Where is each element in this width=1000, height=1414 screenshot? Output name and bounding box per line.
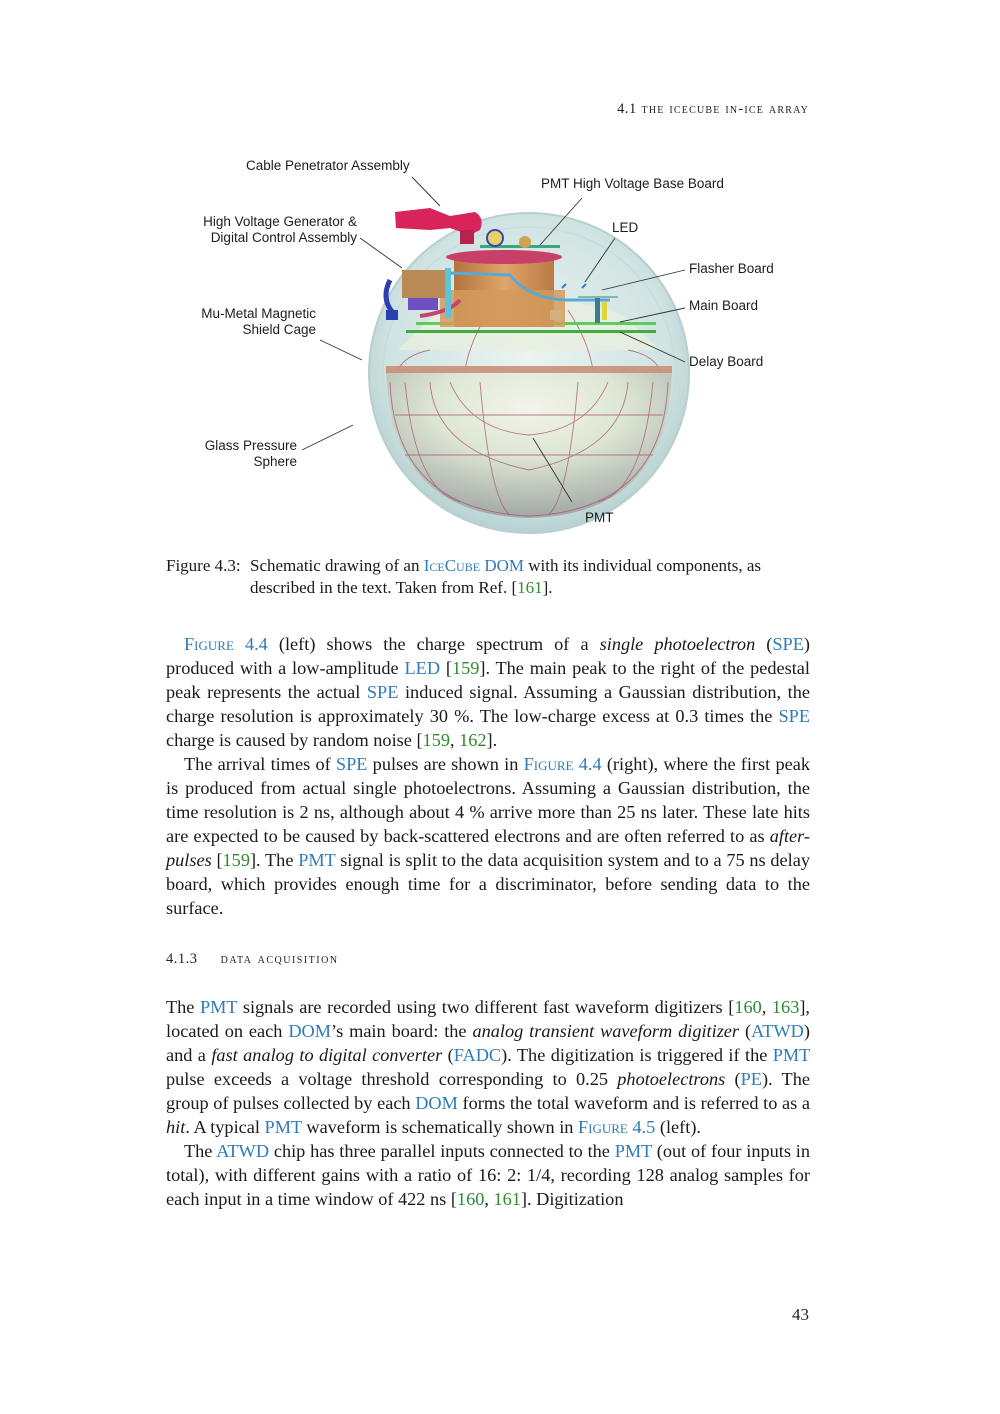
figure-dom-schematic [190,150,810,535]
label-glass-sphere-line1: Glass Pressure [204,438,297,453]
citation-link[interactable]: 161 [493,1189,521,1209]
acronym-link-spe[interactable]: SPE [772,634,804,654]
acronym-link-fadc[interactable]: FADC [453,1045,502,1065]
label-mu-metal-line2: Shield Cage [242,322,316,337]
label-hv-generator-line1: High Voltage Generator & [203,214,357,229]
acronym-link-icecube[interactable]: IceCube [423,556,481,575]
label-hv-generator [199,214,357,246]
acronym-link-atwd[interactable]: ATWD [216,1141,270,1161]
citation-link[interactable]: 160 [734,997,762,1017]
caption-text: Schematic drawing of an IceCube DOM with its individual components, as described in the text. Taken from Ref. [161]. [250,556,762,597]
citation-link[interactable]: 160 [456,1189,485,1209]
section-title: data acquisition [220,951,339,967]
citation-link[interactable]: 159 [451,658,480,678]
citation-link[interactable]: 159 [422,730,450,750]
running-head [617,101,809,118]
body-text-block-1 [166,632,810,920]
flasher-board [578,296,618,298]
paragraph-4: The ATWD chip has three parallel inputs connected to the PMT (out of four inputs in total), with different gains with a ratio of 16: 2: 1/4, recording 128 analog samples for each input in a time window of 422 ns [160, 161]. Digitization [166,1141,811,1209]
label-mu-metal-cage [199,306,316,338]
label-glass-pressure-sphere [202,438,297,470]
acronym-link-spe[interactable]: SPE [778,706,810,726]
citation-link[interactable]: 159 [222,850,250,870]
figure-link[interactable]: Figure 4.4 [184,634,268,654]
body-text-block-2 [166,995,810,1211]
page-number: 43 [792,1305,809,1324]
running-head-title: the icecube in-ice array [641,101,809,117]
acronym-link-pe[interactable]: PE [740,1069,762,1089]
label-flasher-board: Flasher Board [689,261,774,276]
acronym-link-pmt[interactable]: PMT [200,997,238,1017]
citation-link[interactable]: 162 [459,730,487,750]
figure-link[interactable]: Figure 4.5 [577,1117,656,1137]
acronym-link-pmt[interactable]: PMT [614,1141,652,1161]
figure-caption [166,555,812,599]
section-number: 4.1.3 [166,951,198,967]
acronym-link-dom[interactable]: DOM [415,1093,458,1113]
acronym-link-pmt[interactable]: PMT [264,1117,302,1137]
citation-link[interactable]: 163 [771,997,800,1017]
delay-board [406,330,656,333]
cable-penetrator [395,208,482,244]
label-cable-penetrator: Cable Penetrator Assembly [246,158,410,173]
acronym-link-pmt[interactable]: PMT [298,850,336,870]
label-hv-generator-line2: Digital Control Assembly [210,230,357,245]
acronym-link-pmt[interactable]: PMT [772,1045,810,1065]
label-delay-board: Delay Board [689,354,764,369]
citation-link[interactable]: 161 [517,578,543,597]
label-mu-metal-line1: Mu-Metal Magnetic [201,306,316,321]
acronym-link-dom[interactable]: DOM [288,1021,331,1041]
paragraph-3: The PMT signals are recorded using two different fast waveform digitizers [160, 163], located on each DOM’s main board: the analog transient waveform digitizer (ATWD) and a fast analog to digital converter (FADC). The digitization is triggered if the PMT pulse exceeds a voltage threshold corresponding to 0.25 photoelectrons (PE). The group of pulses collected by each DOM forms the total waveform and is referred to as a hit. A typical PMT waveform is schematically shown in Figure 4.5 (left). [166,997,810,1137]
acronym-link-spe[interactable]: SPE [366,682,399,702]
figure-link[interactable]: Figure 4.4 [523,754,602,774]
acronym-link-dom[interactable]: DOM [484,556,524,575]
label-glass-sphere-line2: Sphere [253,454,297,469]
paragraph-1: Figure 4.4 (left) shows the charge spectrum of a single photoelectron (SPE) produced with a low-amplitude LED [159]. The main peak to the right of the pedestal peak represents the actual SPE induced signal. Assuming a Gaussian distribution, the charge resolution is approximately 30 %. The low-charge excess at 0.3 times the SPE charge is caused by random noise [159, 162]. [166,634,810,750]
acronym-link-spe[interactable]: SPE [335,754,368,774]
dom-illustration [190,150,810,535]
caption-label: Figure 4.3: [166,556,241,575]
label-pmt: PMT [585,510,614,525]
section-heading [166,951,339,968]
paragraph-2: The arrival times of SPE pulses are shown in Figure 4.4 (right), where the first peak is produced from actual single photoelectrons. Assuming a Gaussian distribution, the time resolution is 2 ns, although about 4 % arrive more than 25 ns later. These late hits are expected to be caused by back-scattered electrons and are often referred to as after-pulses [159]. The PMT signal is split to the data acquisition system and to a 75 ns delay board, which provides enough time for a discriminator, before sending data to the surface. [166,754,811,918]
label-main-board: Main Board [689,298,759,313]
label-pmt-hv-base-board: PMT High Voltage Base Board [541,176,724,191]
label-led: LED [612,220,639,235]
acronym-link-atwd[interactable]: ATWD [751,1021,804,1041]
running-head-number: 4.1 [617,101,637,117]
cage-ring [386,366,672,373]
acronym-link-led[interactable]: LED [404,658,441,678]
